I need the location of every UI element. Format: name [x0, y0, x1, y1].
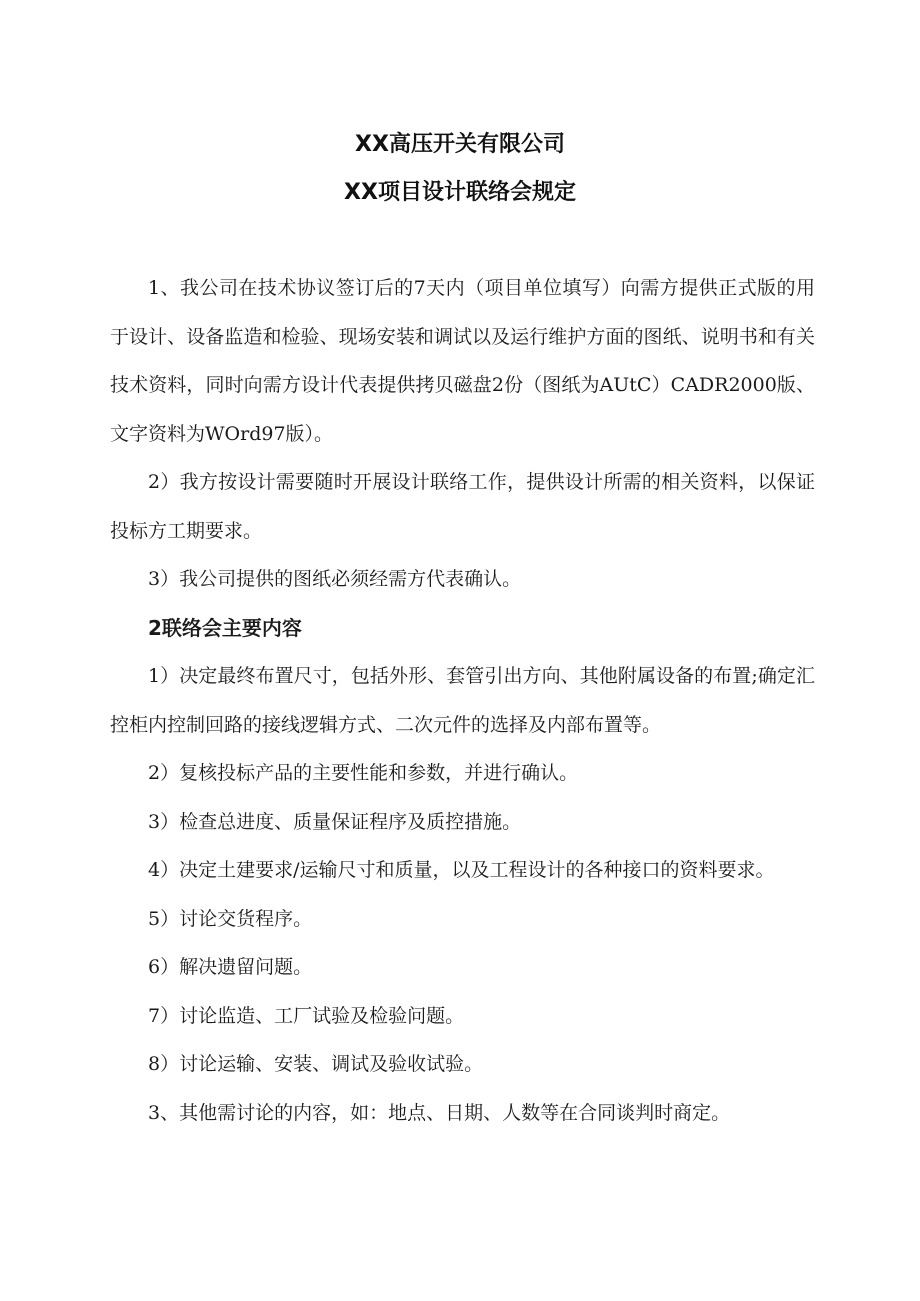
document-body	[110, 264, 815, 1137]
clause-3: 3、其他需讨论的内容，如：地点、日期、人数等在合同谈判时商定。	[148, 1101, 731, 1124]
item-2-4: 4）决定土建要求/运输尺寸和质量，以及工程设计的各种接口的资料要求。	[148, 859, 775, 881]
item-2-2: 2）复核投标产品的主要性能和参数，并进行确认。	[148, 762, 579, 784]
item-2-6: 6）解决遗留问题。	[148, 956, 313, 978]
clause-1-3: 3）我公司提供的图纸必须经需方代表确认。	[148, 568, 522, 590]
document-title: XX项目设计联络会规定	[344, 180, 576, 205]
item-2-3: 3）检查总进度、质量保证程序及质控措施。	[148, 810, 522, 833]
clause-1-2: 2）我方按设计需要随时开展设计联络工作，提供设计所需的相关资料，以保证投标方工期要求。	[110, 471, 815, 542]
company-name: XX高压开关有限公司	[355, 132, 565, 157]
item-2-5: 5）讨论交货程序。	[148, 907, 313, 930]
section-heading-2: 2联络会主要内容	[148, 615, 302, 640]
item-2-1: 1）决定最终布置尺寸，包括外形、套管引出方向、其他附属设备的布置;确定汇控柜内控制回路的接线逻辑方式、二次元件的选择及内部布置等。	[110, 665, 815, 736]
item-2-8: 8）讨论运输、安装、调试及验收试验。	[148, 1053, 484, 1075]
clause-1: 1、我公司在技术协议签订后的7天内（项目单位填写）向需方提供正式版的用于设计、设备监造和检验、现场安装和调试以及运行维护方面的图纸、说明书和有关技术资料，同时向需方设计代表提供拷贝磁盘2份（图纸为AUtC）CADR2000版、文字资料为WOrd97版）。	[110, 277, 815, 445]
item-2-7: 7）讨论监造、工厂试验及检验问题。	[148, 1004, 465, 1027]
